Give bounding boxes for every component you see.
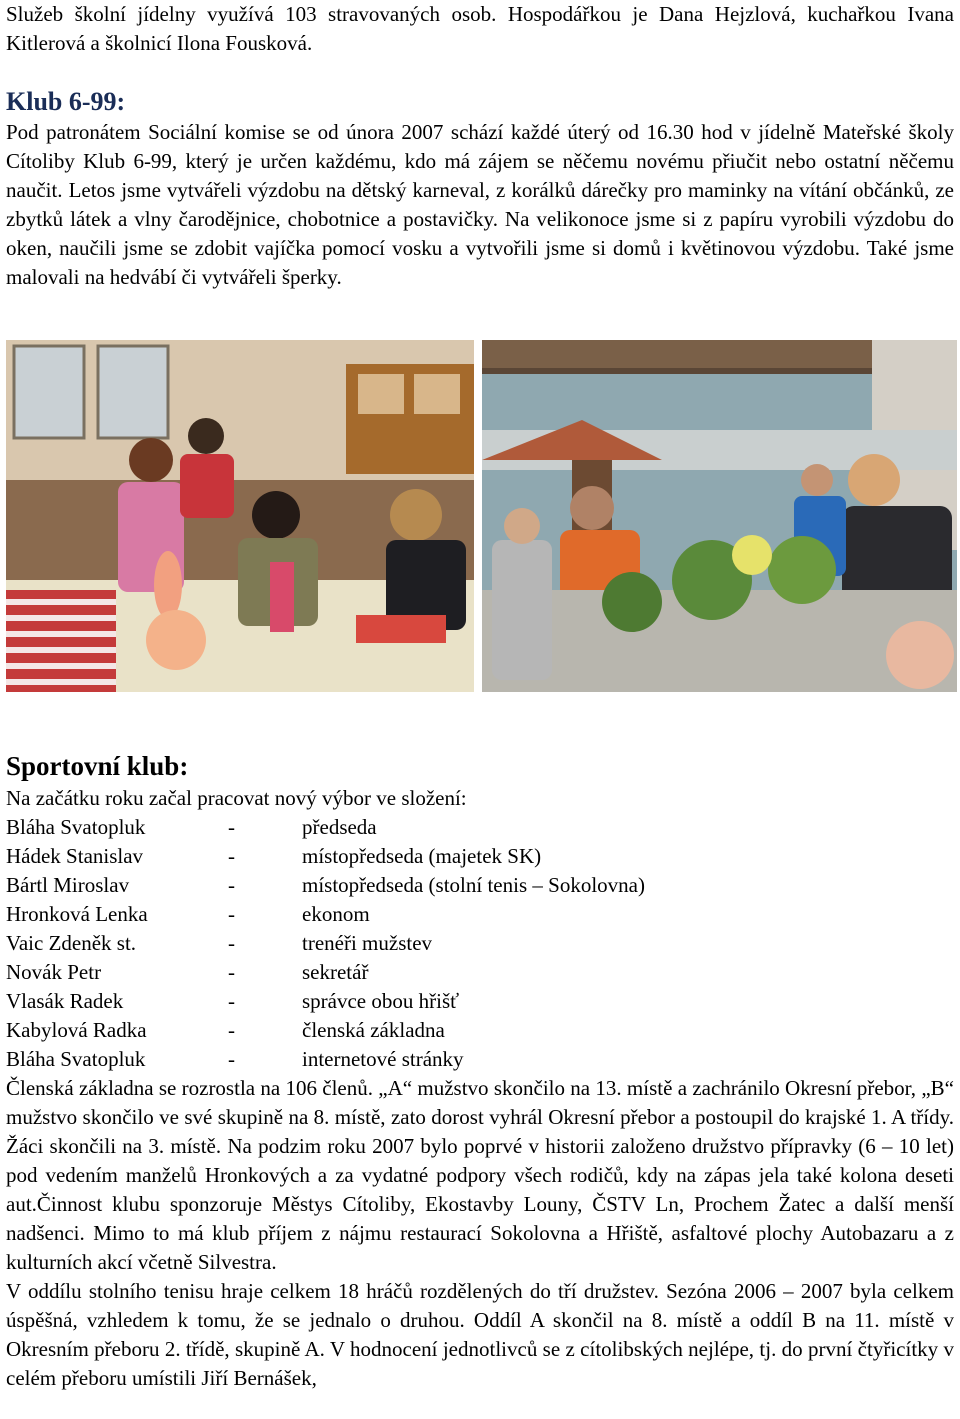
committee-row — [6, 1016, 954, 1045]
member-dash: - — [228, 1018, 235, 1042]
member-name: Bártl Miroslav — [6, 873, 130, 897]
sport-paragraph-table-tennis: V oddílu stolního tenisu hraje celkem 18 hráčů rozdělených do tří družstev. Sezóna 2006 – 2007 byla celkem úspěšná, vzhledem k tomu, že se jednalo o druhou. Oddíl A skončil na 8. místě a oddíl B na 11. místě v Okresním přeboru 2. třídě, skupině A. V hodnocení jednotlivců se z cítolibských nejlépe, tj. do první čtyřicítky v celém přeboru umístili Jiří Bernášek, — [6, 1279, 954, 1390]
club-paragraph: Pod patronátem Sociální komise se od února 2007 schází každé úterý od 16.30 hod v jídelně Mateřské školy Cítoliby Klub 6-99, který je určen každému, kdo má zájem se něčemu novému přiučit nebo ostatní něčemu naučit. Letos jsme vytvářeli výzdobu na dětský karneval, z korálků dárečky pro maminky na vítání občánků, ze zbytků látek a vlny čarodějnice, chobotnice a postavičky. Na velikonoce jsme si z papíru vyrobili výzdobu do oken, naučili jsme se zdobit vajíčka pomocí vosku a vytvořili jsme si domů i květinovou výzdobu. Také jsme malovali na hedvábí či vytvářeli šperky. — [6, 120, 954, 289]
member-role: trenéři mužstev — [302, 931, 433, 955]
member-role: ekonom — [302, 902, 370, 926]
committee-row — [6, 929, 954, 958]
member-role: internetové stránky — [302, 1047, 464, 1071]
member-dash: - — [228, 1047, 235, 1071]
member-role: správce obou hřišť — [302, 989, 460, 1013]
committee-row — [6, 871, 954, 900]
member-role: členská základna — [302, 1018, 445, 1042]
sport-paragraph-football: Členská základna se rozrostla na 106 členů. „A“ mužstvo skončilo na 13. místě a zachránilo Okresní přebor, „B“ mužstvo skončilo ve své skupině na 8. místě, zato dorost vyhrál Okresní přebor a postoupil do krajské 1. A třídy. Žáci skončili na 3. místě. Na podzim roku 2007 bylo poprvé v historii založeno družstvo přípravky (6 – 10 let) pod vedením manželů Hronkových a za vydatné podpory všech rodičů, kdy na zápas jela také kolona deseti aut.Činnost klubu sponzoruje Městys Cítoliby, Ekostavby Louny, ČSTV Ln, Prochem Žatec a další menší nadšenci. Mimo to má klub příjem z nájmu restaurací Sokolovna a Hřiště, asfaltové plochy Autobazaru a z kulturních akcí včetně Silvestra. — [6, 1076, 954, 1274]
member-name: Bláha Svatopluk — [6, 815, 146, 839]
member-dash: - — [228, 815, 235, 839]
craft-workshop-photo — [6, 340, 474, 692]
member-dash: - — [228, 844, 235, 868]
sport-heading: Sportovní klub: — [6, 751, 189, 781]
committee-row — [6, 958, 954, 987]
member-dash: - — [228, 989, 235, 1013]
member-name: Bláha Svatopluk — [6, 1047, 146, 1071]
member-name: Hádek Stanislav — [6, 844, 144, 868]
sport-body — [6, 1074, 954, 1393]
sport-intro: Na začátku roku začal pracovat nový výbor ve složení: — [6, 786, 467, 810]
flower-arranging-photo — [482, 340, 957, 692]
member-name: Hronková Lenka — [6, 902, 148, 926]
club-heading: Klub 6-99: — [6, 87, 126, 116]
committee-row — [6, 842, 954, 871]
member-role: místopředseda (majetek SK) — [302, 844, 542, 868]
committee-row — [6, 987, 954, 1016]
member-role: předseda — [302, 815, 377, 839]
member-dash: - — [228, 873, 235, 897]
committee-row — [6, 813, 954, 842]
member-role: sekretář — [302, 960, 369, 984]
intro-paragraph: Služeb školní jídelny využívá 103 stravovaných osob. Hospodářkou je Dana Hejzlová, kuchařkou Ivana Kitlerová a školnicí Ilona Fousková. — [6, 2, 954, 55]
member-dash: - — [228, 960, 235, 984]
committee-list — [6, 813, 954, 1074]
committee-row — [6, 900, 954, 929]
member-dash: - — [228, 931, 235, 955]
member-role: místopředseda (stolní tenis – Sokolovna) — [302, 873, 645, 897]
member-name: Novák Petr — [6, 960, 102, 984]
member-name: Kabylová Radka — [6, 1018, 147, 1042]
committee-row — [6, 1045, 954, 1074]
member-name: Vlasák Radek — [6, 989, 124, 1013]
member-dash: - — [228, 902, 235, 926]
member-name: Vaic Zdeněk st. — [6, 931, 137, 955]
